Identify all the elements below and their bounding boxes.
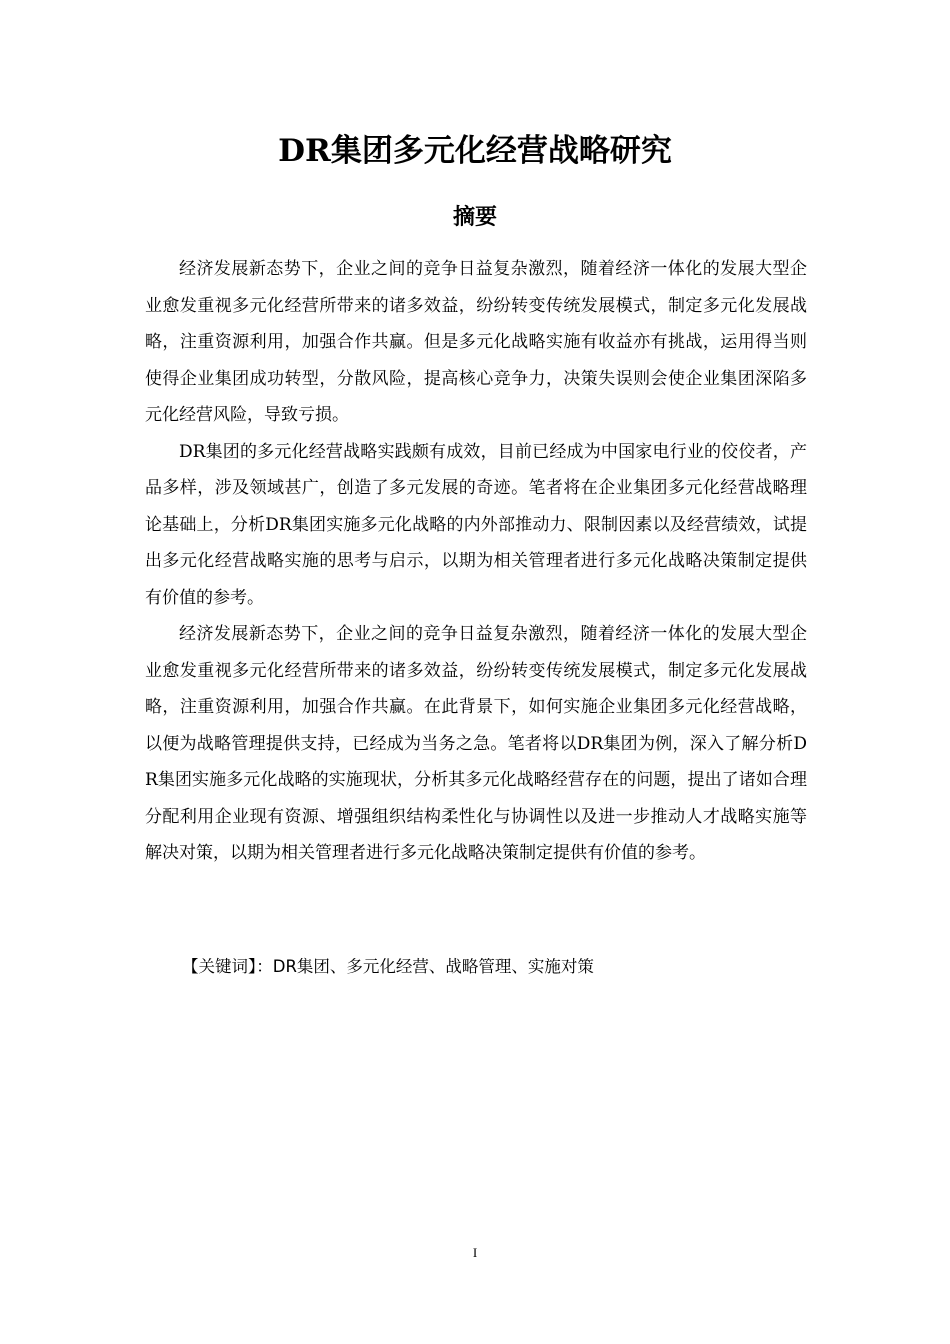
document-title: DR集团多元化经营战略研究: [278, 133, 672, 169]
abstract-heading: 摘要: [452, 205, 497, 230]
abstract-paragraph: DR集团的多元化经营战略实践颇有成效，目前已经成为中国家电行业的佼佼者，产品多样，涉及领域甚广，创造了多元发展的奇迹。笔者将在企业集团多元化经营战略理论基础上，分析DR集团实施多元化战略的内外部推动力、限制因素以及经营绩效，试提出多元化经营战略实施的思考与启示，以期为相关管理者进行多元化战略决策制定提供有价值的参考。: [145, 441, 807, 608]
abstract-body: [145, 251, 807, 872]
abstract-paragraph: 经济发展新态势下，企业之间的竞争日益复杂激烈，随着经济一体化的发展大型企业愈发重视多元化经营所带来的诸多效益，纷纷转变传统发展模式，制定多元化发展战略，注重资源利用，加强合作共赢。但是多元化战略实施有收益亦有挑战，运用得当则使得企业集团成功转型，分散风险，提高核心竞争力，决策失误则会使企业集团深陷多元化经营风险，导致亏损。: [145, 259, 807, 425]
abstract-paragraph: 经济发展新态势下，企业之间的竞争日益复杂激烈，随着经济一体化的发展大型企业愈发重视多元化经营所带来的诸多效益，纷纷转变传统发展模式，制定多元化发展战略，注重资源利用，加强合作共赢。在此背景下，如何实施企业集团多元化经营战略，以便为战略管理提供支持，已经成为当务之急。笔者将以DR集团为例，深入了解分析DR集团实施多元化战略的实施现状，分析其多元化战略经营存在的问题，提出了诸如合理分配利用企业现有资源、增强组织结构柔性化与协调性以及进一步推动人才战略实施等解决对策，以期为相关管理者进行多元化战略决策制定提供有价值的参考。: [145, 624, 807, 863]
keywords-line: 【关键词】：DR集团、多元化经营、战略管理、实施对策: [182, 957, 594, 976]
page-number: I: [472, 1245, 478, 1260]
